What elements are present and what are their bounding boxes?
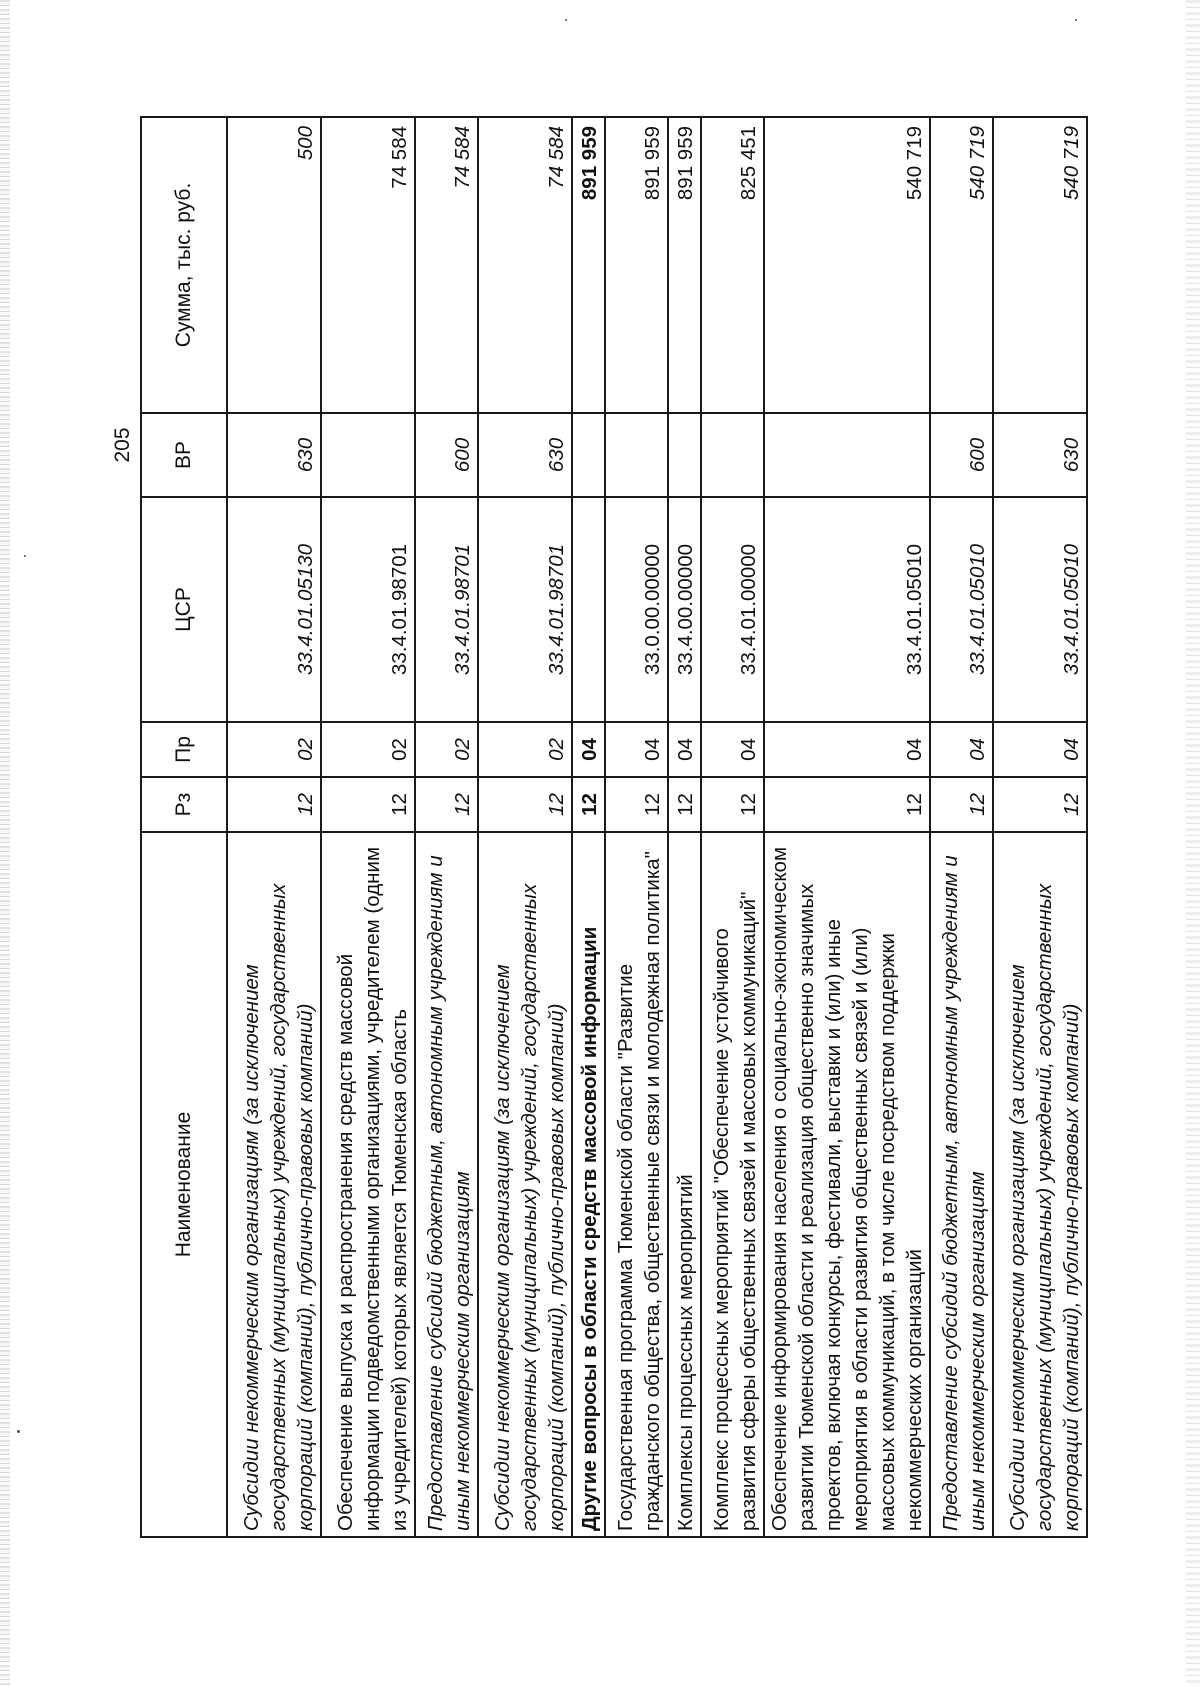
row-vr-cell: 630 [993,413,1087,497]
scan-speck [1075,19,1077,21]
row-sum-cell: 540 719 [993,117,1087,413]
header-pr: Пр [141,722,227,777]
row-sum-cell: 74 584 [478,117,572,413]
table-row [572,117,605,1537]
row-csr-cell [572,497,605,722]
row-sum-cell: 891 959 [572,117,605,413]
table-row [227,117,321,1537]
row-csr-cell: 33.4.01.98701 [321,497,415,722]
row-rz-cell: 12 [415,777,478,832]
row-name-cell: Обеспечение выпуска и распространения средств массовой информации подведомственными организациями, учредителем (одним из учредителей) которых является Тюменская область [321,832,415,1537]
scan-speck [17,1430,20,1433]
row-vr-cell [605,413,668,497]
row-sum-cell: 74 584 [321,117,415,413]
row-rz-cell: 12 [227,777,321,832]
row-name-cell: Субсидии некоммерческим организациям (за исключением государственных (муниципальных) учреждений, государственных корпораций (компаний), публично-правовых компаний) [478,832,572,1537]
table-row [668,117,701,1537]
row-pr-cell: 02 [478,722,572,777]
row-pr-cell: 04 [993,722,1087,777]
row-sum-cell: 891 959 [605,117,668,413]
row-vr-cell [572,413,605,497]
row-sum-cell: 500 [227,117,321,413]
row-pr-cell: 04 [930,722,993,777]
table-row [930,117,993,1537]
row-csr-cell: 33.4.01.05130 [227,497,321,722]
row-rz-cell: 12 [701,777,764,832]
row-vr-cell: 600 [930,413,993,497]
row-csr-cell: 33.4.01.05010 [764,497,930,722]
row-csr-cell: 33.4.01.05010 [993,497,1087,722]
table-header-row [141,117,227,1537]
table-row [701,117,764,1537]
header-vr: ВР [141,413,227,497]
table-body [227,117,1087,1537]
scan-edge-left [0,0,10,1686]
row-csr-cell: 33.4.01.00000 [701,497,764,722]
row-vr-cell [764,413,930,497]
row-name-cell: Комплексы процессных мероприятий [668,832,701,1537]
table-row [478,117,572,1537]
row-vr-cell [321,413,415,497]
row-pr-cell: 04 [572,722,605,777]
row-name-cell: Предоставление субсидий бюджетным, автономным учреждениям и иным некоммерческим организациям [415,832,478,1537]
row-pr-cell: 02 [321,722,415,777]
row-rz-cell: 12 [930,777,993,832]
row-pr-cell: 02 [415,722,478,777]
row-rz-cell: 12 [993,777,1087,832]
table-row [993,117,1087,1537]
row-name-cell: Государственная программа Тюменской области "Развитие гражданского общества, общественные связи и молодежная политика" [605,832,668,1537]
row-rz-cell: 12 [478,777,572,832]
row-csr-cell: 33.4.01.98701 [478,497,572,722]
row-vr-cell [668,413,701,497]
row-name-cell: Комплекс процессных мероприятий "Обеспечение устойчивого развития сферы общественных связей и массовых коммуникаций" [701,832,764,1537]
row-rz-cell: 12 [668,777,701,832]
row-sum-cell: 891 959 [668,117,701,413]
page-number: 205 [111,427,134,463]
row-pr-cell: 02 [227,722,321,777]
row-name-cell: Субсидии некоммерческим организациям (за исключением государственных (муниципальных) учреждений, государственных корпораций (компаний), публично-правовых компаний) [993,832,1087,1537]
row-pr-cell: 04 [764,722,930,777]
row-pr-cell: 04 [701,722,764,777]
row-vr-cell: 630 [227,413,321,497]
row-vr-cell [701,413,764,497]
scan-edge-right [1186,0,1200,1686]
row-sum-cell: 540 719 [930,117,993,413]
row-sum-cell: 825 451 [701,117,764,413]
table-row [605,117,668,1537]
row-name-cell: Предоставление субсидий бюджетным, автономным учреждениям и иным некоммерческим организациям [930,832,993,1537]
row-rz-cell: 12 [572,777,605,832]
row-csr-cell: 33.0.00.00000 [605,497,668,722]
scan-speck [24,555,26,557]
header-rz: Рз [141,777,227,832]
row-pr-cell: 04 [668,722,701,777]
header-name: Наименование [141,832,227,1537]
table-row [415,117,478,1537]
scan-speck [565,19,567,21]
budget-table-frame [140,118,1084,1538]
header-csr: ЦСР [141,497,227,722]
table-row [764,117,930,1537]
row-csr-cell: 33.4.01.98701 [415,497,478,722]
row-csr-cell: 33.4.00.00000 [668,497,701,722]
row-pr-cell: 04 [605,722,668,777]
table-row [321,117,415,1537]
row-rz-cell: 12 [764,777,930,832]
row-csr-cell: 33.4.01.05010 [930,497,993,722]
budget-table [140,116,1088,1538]
row-name-cell: Субсидии некоммерческим организациям (за исключением государственных (муниципальных) учреждений, государственных корпораций (компаний), публично-правовых компаний) [227,832,321,1537]
row-vr-cell: 630 [478,413,572,497]
row-sum-cell: 74 584 [415,117,478,413]
row-sum-cell: 540 719 [764,117,930,413]
row-name-cell: Обеспечение информирования населения о социально-экономическом развитии Тюменской области и реализация общественно значимых проектов, включая конкурсы, фестивали, выставки и (или) иные мероприятия в области развития общественных связей и (или) массовых коммуникаций, в том числе посредством поддержки некоммерческих организаций [764,832,930,1537]
row-name-cell: Другие вопросы в области средств массовой информации [572,832,605,1537]
row-vr-cell: 600 [415,413,478,497]
row-rz-cell: 12 [605,777,668,832]
header-sum: Сумма, тыс. руб. [141,117,227,413]
row-rz-cell: 12 [321,777,415,832]
